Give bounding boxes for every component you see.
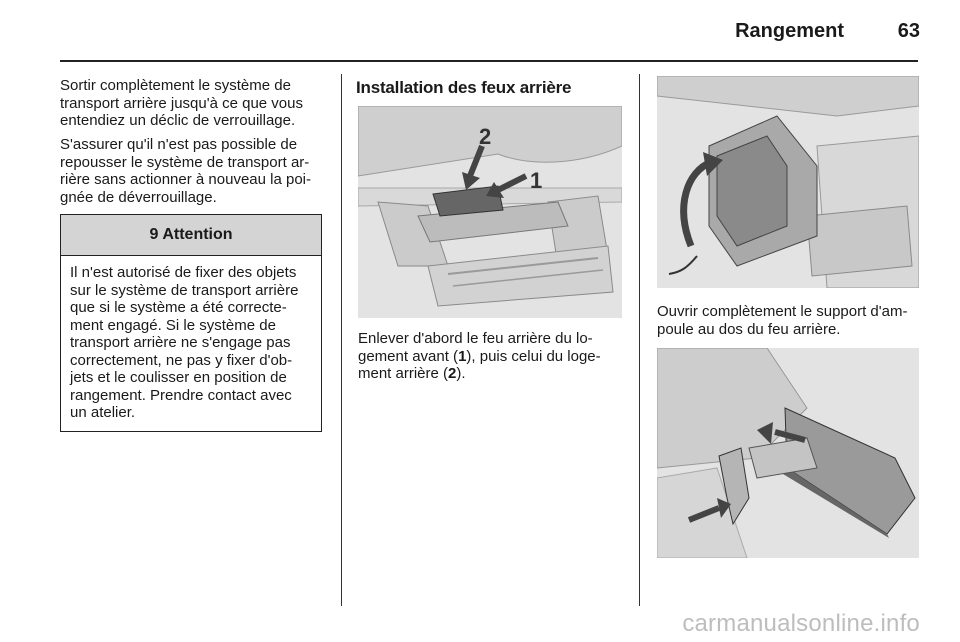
caption-text-c: ).: [456, 365, 466, 382]
watermark-text: carmanualsonline.info: [682, 610, 920, 637]
caption-text-b: ), puis celui du loge- ment arrière (: [358, 347, 601, 382]
warning-symbol: 9: [149, 226, 159, 243]
warning-text: Il n'est autorisé de fixer des objets sur le système de transport arrière que si le système a été correcte- ment engagé. Si le système de transport arrière ne s'engage pas correctement, ne pas y fixer d'ob- jets et le coulisser en position de rangement. Prendre contact avec un atelier.: [70, 264, 299, 421]
page-number: 63: [897, 20, 920, 42]
caption-open-bulb-holder: Ouvrir complètement le support d'am- poule au dos du feu arrière.: [657, 303, 908, 338]
section-heading: Installation des feux arrière: [356, 78, 572, 97]
header-rule: [60, 60, 918, 62]
illustration-tail-light-removal: [358, 106, 622, 318]
warning-title: Attention: [162, 226, 233, 243]
illustration-tail-light-open: [657, 76, 919, 288]
warning-box: [60, 214, 322, 432]
instruction-paragraph-2: S'assurer qu'il n'est pas possible de repousser le système de transport ar- rière sans actionner à nouveau la poi- gnée de déverrouillage.: [60, 136, 311, 206]
caption-number-2: 2: [448, 365, 457, 382]
caption-number-1: 1: [458, 347, 467, 365]
page-section-title: Rangement: [735, 20, 844, 42]
caption-text-a: Enlever d'abord le feu arrière du lo- gement avant (: [358, 330, 593, 365]
column-divider-left: [341, 74, 342, 606]
instruction-paragraph-1: Sortir complètement le système de transport arrière jusqu'à ce que vous entendiez un déclic de verrouillage.: [60, 77, 303, 129]
warning-header: [61, 215, 321, 256]
figure-label-2: 2: [479, 124, 492, 149]
column-divider-right: [639, 74, 640, 606]
illustration-bulb-holder: [657, 348, 919, 558]
figure-label-1: 1: [530, 168, 543, 193]
caption-removal: [358, 330, 634, 383]
